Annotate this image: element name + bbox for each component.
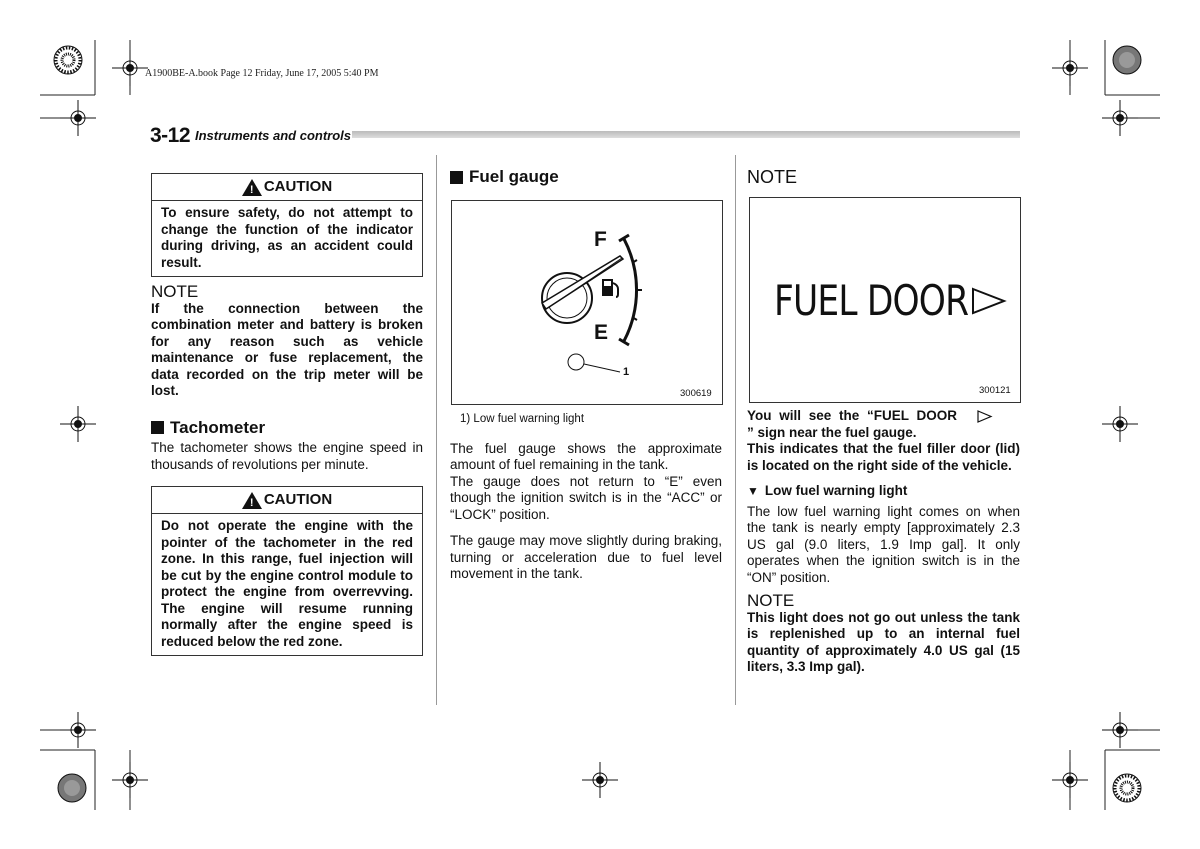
- caution-title-2: CAUTION: [263, 490, 333, 508]
- fuel-gauge-heading-label: Fuel gauge: [469, 167, 559, 186]
- low-fuel-heading: [747, 483, 1020, 500]
- middle-column: [450, 169, 722, 186]
- tachometer-heading: [151, 417, 423, 437]
- middle-column-text: [450, 411, 722, 583]
- caution-text: To ensure safety, do not attempt to change the function of the indicator during driving, as an accident could result.: [161, 205, 413, 270]
- warning-icon: !: [242, 492, 262, 509]
- caution-header: [152, 174, 422, 201]
- tachometer-heading-label: Tachometer: [170, 417, 266, 437]
- fuel-gauge-heading: [450, 169, 722, 186]
- figure-code: 300619: [680, 388, 712, 399]
- note-fuel-door-text-b: ” sign near the fuel gauge.: [747, 424, 917, 440]
- header-rule: [352, 131, 1020, 138]
- fuel-gauge-para-3: The gauge may move slightly during braking, turning or acceleration due to fuel level movement in the tank.: [450, 533, 722, 581]
- caution-text-2: Do not operate the engine with the pointer of the tachometer in the red zone. In this range, fuel injection will be cut by the engine control module to protect the engine from overrevving. The engine will resume running normally after the engine speed is reduced below the red zone.: [161, 518, 413, 649]
- section-title: Instruments and controls: [195, 128, 352, 143]
- right-column: [747, 169, 1020, 186]
- fuel-door-text: FUEL DOOR: [774, 276, 969, 325]
- note-text-2: This light does not go out unless the tank is replenished up to an internal fuel quantity of approximately 4.0 US gal (15 liters, 3.3 Imp gal).: [747, 609, 1020, 674]
- fuel-door-sign: [774, 276, 1007, 325]
- square-bullet-icon: [450, 171, 463, 184]
- note-title-right: NOTE: [747, 167, 798, 187]
- section-number: 3-12: [150, 124, 191, 147]
- left-column: [151, 173, 423, 656]
- caution-box: [151, 173, 423, 277]
- down-triangle-icon: ▼: [747, 484, 759, 498]
- fuel-door-figure: [749, 197, 1021, 403]
- note-title-2: NOTE: [747, 591, 795, 610]
- note-fuel-door-text-a: You will see the “FUEL DOOR: [747, 408, 958, 423]
- right-triangle-icon: [977, 410, 993, 423]
- fuel-gauge-figure: [451, 200, 723, 405]
- fuel-gauge-illustration: [452, 201, 722, 404]
- caution-box-2: [151, 486, 423, 656]
- gauge-label-e: E: [594, 321, 609, 344]
- figure-code-right: 300121: [979, 385, 1011, 396]
- right-column-text: [747, 408, 1020, 676]
- caution-header-2: [152, 487, 422, 514]
- note-title: NOTE: [151, 282, 199, 301]
- caution-title: CAUTION: [263, 177, 333, 195]
- print-header: A1900BE-A.book Page 12 Friday, June 17, 2005 5:40 PM: [145, 68, 379, 79]
- column-divider-right: [735, 155, 736, 705]
- callout-number: 1: [623, 366, 630, 378]
- square-bullet-icon: [151, 421, 164, 434]
- gauge-label-f: F: [594, 228, 607, 251]
- warning-icon: !: [242, 179, 262, 196]
- figure-caption: 1) Low fuel warning light: [460, 413, 585, 425]
- column-divider-left: [436, 155, 437, 705]
- fuel-gauge-para-2: The gauge does not return to “E” even though the ignition switch is in the “ACC” or “LOCK” position.: [450, 473, 722, 522]
- note-text: If the connection between the combination meter and battery is broken for any reason such as vehicle maintenance or fuse replacement, the data recorded on the trip meter will be lost.: [151, 300, 423, 398]
- fuel-gauge-para-1: The fuel gauge shows the approximate amount of fuel remaining in the tank.: [450, 440, 722, 472]
- tachometer-text: The tachometer shows the engine speed in thousands of revolutions per minute.: [151, 440, 423, 472]
- low-fuel-text: The low fuel warning light comes on when the tank is nearly empty [approximately 2.3 US gal (9.0 liters, 1.9 Imp gal]. It only operates when the ignition switch is in the “ON” position.: [747, 503, 1020, 585]
- low-fuel-heading-label: Low fuel warning light: [764, 483, 908, 498]
- note-fuel-door-line: [747, 408, 1020, 425]
- note-fuel-door-text-2: This indicates that the fuel filler door (lid) is located on the right side of the vehicle.: [747, 441, 1020, 473]
- right-triangle-icon: [971, 286, 1007, 316]
